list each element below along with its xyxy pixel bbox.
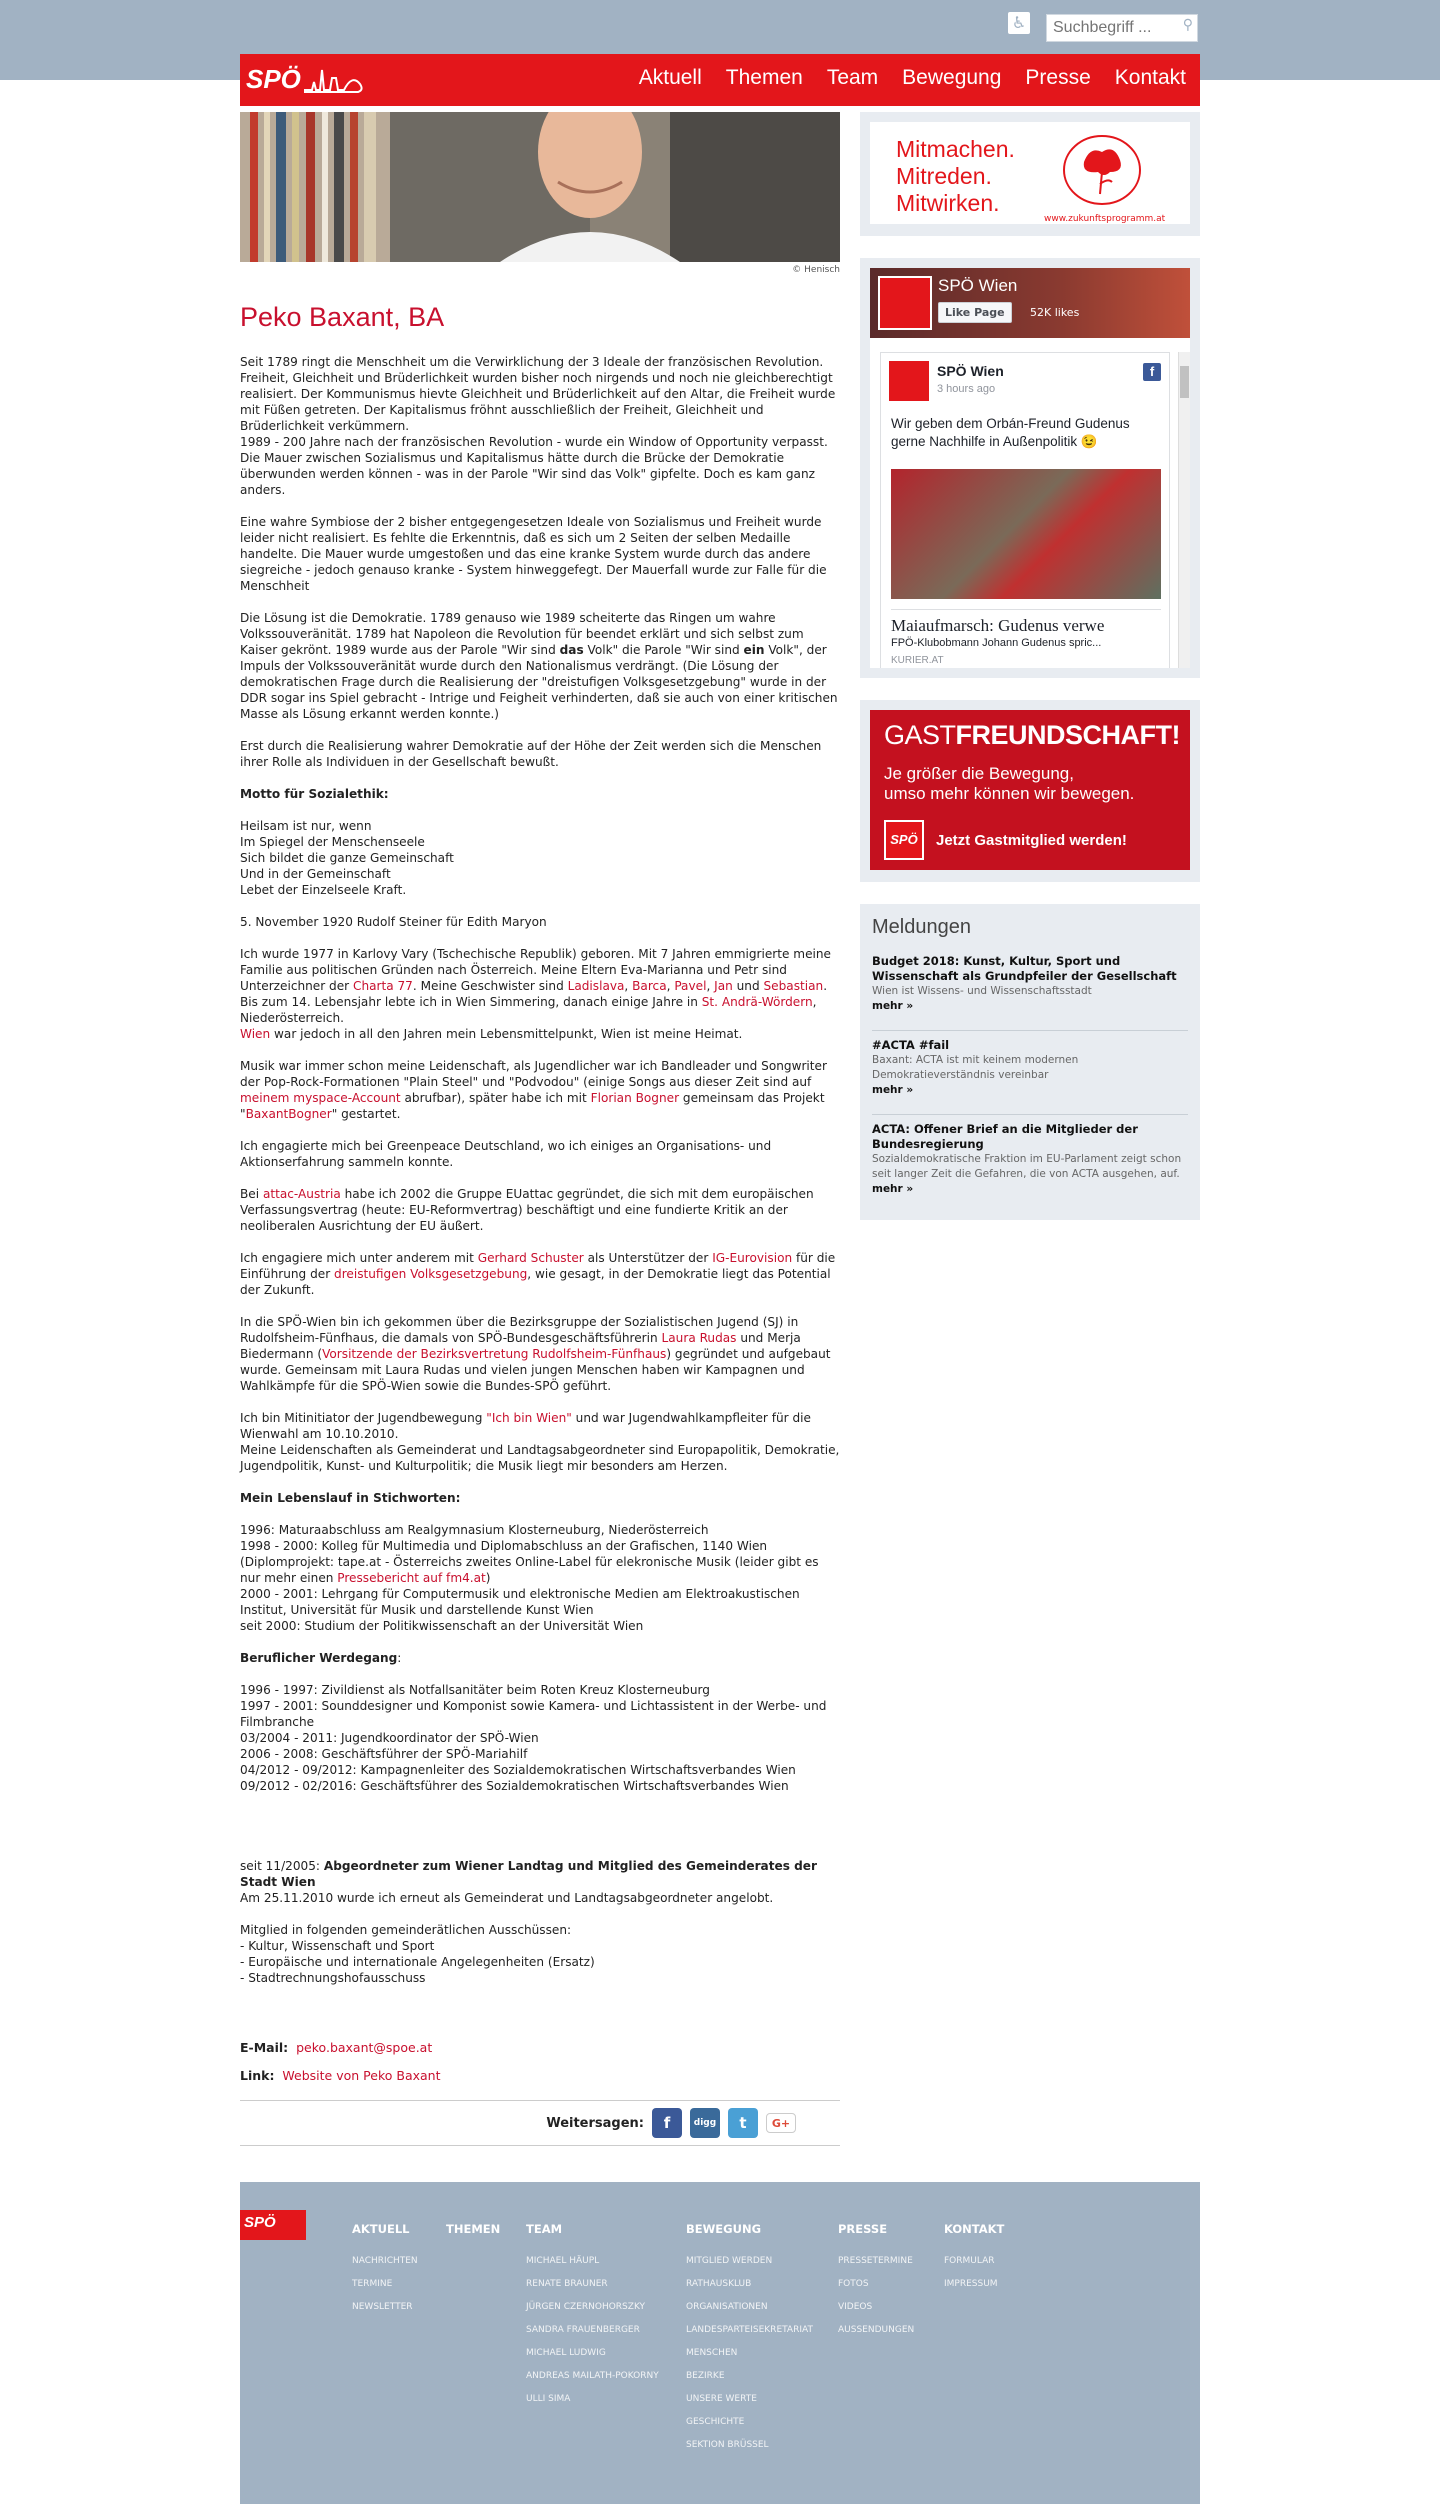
footer-link[interactable]: ORGANISATIONEN xyxy=(686,2302,768,2312)
mitmachen-url: www.zukunftsprogramm.at xyxy=(1044,214,1166,224)
footer-link[interactable]: ULLI SIMA xyxy=(526,2394,571,2404)
engagement-text: Ich engagiere mich unter anderem mit xyxy=(240,1251,478,1265)
facebook-page-avatar[interactable] xyxy=(878,276,932,330)
engagement-text: für die Einführung der xyxy=(240,1251,836,1281)
committees xyxy=(240,1922,840,1986)
initiative-text: und war Jugendwahlkampfleiter für die Wienwahl am 10.10.2010. xyxy=(240,1411,811,1441)
spo-logo[interactable] xyxy=(246,60,366,100)
news-headline[interactable]: #ACTA #fail xyxy=(872,1038,950,1052)
link-label: Link: xyxy=(240,2068,275,2083)
committees-heading: Mitglied in folgenden gemeinderätlichen Ausschüssen: xyxy=(240,1923,572,1937)
post-image[interactable] xyxy=(891,469,1161,599)
motto-line: Sich bildet die ganze Gemeinschaft xyxy=(240,851,454,865)
bio-text: , xyxy=(624,979,633,993)
email-link[interactable]: peko.baxant@spoe.at xyxy=(296,2040,433,2055)
gast-line: umso mehr können wir bewegen. xyxy=(884,784,1135,803)
meldungen-title: Meldungen xyxy=(872,916,971,938)
mitmachen-banner[interactable] xyxy=(870,122,1190,224)
skyline-logo-icon xyxy=(302,64,366,98)
footer-link[interactable]: IMPRESSUM xyxy=(944,2279,998,2289)
gast-subtitle xyxy=(884,764,1134,804)
initiative-text: Ich bin Mitinitiator der Jugendbewegung xyxy=(240,1411,487,1425)
bio-text: Ich wurde 1977 in Karlovy Vary (Tschechische Republik) geboren. Mit 7 Jahren emmigrierte meine Familie aus politischen Gründen nach Österreich. Meine Eltern Eva-Marianna und Petr sind Unterzeichner der xyxy=(240,947,831,993)
career-item: 09/2012 - 02/2016: Geschäftsführer des Sozialdemokratischen Wirtschaftsverbandes Wien xyxy=(240,1779,789,1793)
footer-heading[interactable]: THEMEN xyxy=(446,2222,501,2236)
news-more-link[interactable]: mehr » xyxy=(872,1183,914,1195)
footer-column-bewegung xyxy=(686,2222,813,2457)
gast-spo-badge: SPÖ xyxy=(884,820,924,860)
news-divider xyxy=(872,1030,1188,1031)
main-navigation xyxy=(240,54,1200,106)
link-ig-eurovision[interactable]: IG-Eurovision xyxy=(712,1251,793,1265)
spo-paragraph xyxy=(240,1314,840,1394)
mitmachen-line: Mitmachen. xyxy=(896,136,1015,162)
initiative-paragraph xyxy=(240,1410,840,1474)
news-item xyxy=(872,1122,1188,1197)
intro-paragraph xyxy=(240,354,840,498)
cv-item: ) xyxy=(485,1571,491,1585)
link-fm4[interactable]: Pressebericht auf fm4.at xyxy=(337,1571,486,1585)
footer-link[interactable]: SEKTION BRÜSSEL xyxy=(686,2440,769,2450)
bio-text: . Meine Geschwister sind xyxy=(412,979,568,993)
motto-heading: Motto für Sozialethik: xyxy=(240,787,389,801)
link-vorsitzende[interactable]: Vorsitzende der Bezirksvertretung Rudolfsheim-Fünfhaus xyxy=(322,1347,667,1361)
nav-item-kontakt[interactable]: Kontakt xyxy=(1114,66,1186,89)
gast-title-light: GAST xyxy=(884,720,956,750)
footer-link[interactable]: ANDREAS MAILATH-POKORNY xyxy=(526,2371,659,2381)
music-text: " gestartet. xyxy=(331,1107,401,1121)
realisation-paragraph: Erst durch die Realisierung wahrer Demokratie auf der Höhe der Zeit werden sich die Menschen ihrer Rolle als Individuen in der Gesellschaft bewußt. xyxy=(240,739,822,769)
news-headline[interactable]: ACTA: Offener Brief an die Mitglieder der Bundesregierung xyxy=(872,1122,1138,1151)
footer-link[interactable]: JÜRGEN CZERNOHORSZKY xyxy=(526,2302,646,2312)
footer-link[interactable]: PRESSETERMINE xyxy=(838,2256,913,2266)
cv-item: 1998 - 2000: Kolleg für Multimedia und Diplomabschluss an der Grafischen, 1140 Wien (Diplomprojekt: tape.at - Österreichs zweites Online-Label für elekronische Musik (leider gibt es nur mehr einen xyxy=(240,1539,819,1585)
spo-text: ) gegründet und aufgebaut wurde. Gemeinsam mit Laura Rudas und vielen jungen Menschen haben wir Kampagnen und Wahlkämpfe für die SPÖ-Wien sowie die Bundes-SPÖ geführt. xyxy=(240,1347,831,1393)
link-volksgesetzgebung[interactable]: dreistufigen Volksgesetzgebung xyxy=(334,1267,528,1281)
committee-item: - Kultur, Wissenschaft und Sport xyxy=(240,1939,435,1953)
footer-link[interactable]: UNSERE WERTE xyxy=(686,2394,757,2404)
career-item: 03/2004 - 2011: Jugendkoordinator der SPÖ-Wien xyxy=(240,1731,539,1745)
post-message: Wir geben dem Orbán-Freund Gudenus gerne Nachhilfe in Außenpolitik 😉 xyxy=(891,416,1130,449)
link-sebastian[interactable]: Sebastian xyxy=(763,979,824,993)
cv-item: 1996: Maturaabschluss am Realgymnasium Klosterneuburg, Niederösterreich xyxy=(240,1523,709,1537)
facebook-cover xyxy=(870,268,1190,338)
nav-item-bewegung[interactable]: Bewegung xyxy=(902,66,1002,89)
link-florian-bogner[interactable]: Florian Bogner xyxy=(590,1091,680,1105)
news-description: Baxant: ACTA ist mit keinem modernen Demokratieverständnis vereinbar xyxy=(872,1054,1079,1081)
spo-text: In die SPÖ-Wien bin ich gekommen über die Bezirksgruppe der Sozialistischen Jugend (SJ) in Rudolfsheim-Fünfhaus, die damals von SPÖ-Bundesgeschäftsführerin xyxy=(240,1315,799,1345)
link-ladislava[interactable]: Ladislava xyxy=(567,979,625,993)
gastfreundschaft-banner[interactable] xyxy=(870,710,1190,870)
cv-list xyxy=(240,1522,840,1634)
mandate-renewal: Am 25.11.2010 wurde ich erneut als Gemeinderat und Landtagsabgeordneter angelobt. xyxy=(240,1891,774,1905)
cv-heading: Mein Lebenslauf in Stichworten: xyxy=(240,1491,461,1505)
mandate-paragraph xyxy=(240,1858,840,1906)
facebook-page-name[interactable]: SPÖ Wien xyxy=(938,276,1018,295)
mitmachen-text xyxy=(896,136,1015,217)
news-more-link[interactable]: mehr » xyxy=(872,1084,914,1096)
democracy-text-1: Die Lösung ist die Demokratie. 1789 genauso wie 1989 scheiterte das Ringen um wahre Volkssouveränität. 1789 hat Napoleon die Revolution für beendet erklärt und sich selbst zum Kaiser gekrönt. 1989 wurde aus der Parole "Wir sind xyxy=(240,611,804,657)
post-link-title[interactable]: Maiaufmarsch: Gudenus verwe xyxy=(891,609,1161,636)
footer-heading[interactable]: AKTUELL xyxy=(352,2222,410,2236)
motto-poem xyxy=(240,818,840,898)
career-heading-colon: : xyxy=(397,1651,402,1665)
gast-title-bold: FREUNDSCHAFT! xyxy=(955,720,1180,750)
carnation-icon xyxy=(1060,132,1144,208)
photo-credit: © Henisch xyxy=(792,265,840,275)
footer-heading[interactable]: BEWEGUNG xyxy=(686,2222,762,2236)
footer-link[interactable]: RENATE BRAUNER xyxy=(526,2279,608,2289)
music-paragraph xyxy=(240,1058,840,1122)
democracy-emph-ein: ein xyxy=(743,643,765,657)
footer-link[interactable]: GESCHICHTE xyxy=(686,2417,745,2427)
portrait-photo xyxy=(240,112,840,262)
google-plus-share-icon[interactable]: G+ xyxy=(766,2113,796,2133)
music-text: abrufbar), später habe ich mit xyxy=(400,1091,591,1105)
engagement-text: , wie gesagt, in der Demokratie liegt das Potential der Zukunft. xyxy=(240,1267,831,1297)
career-heading xyxy=(240,1650,840,1666)
footer xyxy=(240,2182,1200,2504)
facebook-share-icon[interactable]: f xyxy=(652,2108,682,2138)
gast-cta: Jetzt Gastmitglied werden! xyxy=(936,832,1127,849)
bio-paragraph xyxy=(240,946,840,1042)
career-item: 1996 - 1997: Zivildienst als Notfallsanitäter beim Roten Kreuz Klosterneuburg xyxy=(240,1683,710,1697)
attac-paragraph xyxy=(240,1186,840,1234)
widget-scrollbar[interactable] xyxy=(1178,352,1190,668)
footer-column-team xyxy=(526,2222,659,2411)
initiative-text: Meine Leidenschaften als Gemeinderat und Landtagsabgeordneter sind Europapolitik, Demokratie, Jugendpolitik, Kunst- und Kulturpolitik; die Musik liegt mir besonders am Herzen. xyxy=(240,1443,840,1473)
nav-item-presse[interactable]: Presse xyxy=(1025,66,1091,89)
digg-share-icon[interactable]: digg xyxy=(690,2108,720,2138)
career-item: 04/2012 - 09/2012: Kampagnenleiter des Sozialdemokratischen Wirtschaftsverbandes Wien xyxy=(240,1763,796,1777)
mitmachen-line: Mitwirken. xyxy=(896,190,1000,216)
page-title: Peko Baxant, BA xyxy=(240,302,445,332)
music-text: Musik war immer schon meine Leidenschaft, als Jugendlicher war ich Bandleader und Songwriter der Pop-Rock-Formationen "Plain Steel" und "Podvodou" (einige Songs aus dieser Zeit sind auf xyxy=(240,1059,827,1089)
career-list xyxy=(240,1682,840,1794)
footer-link[interactable]: NEWSLETTER xyxy=(352,2302,413,2312)
bio-text: und xyxy=(732,979,764,993)
footer-column-aktuell xyxy=(352,2222,418,2319)
bio-text: . Bis zum 14. Lebensjahr lebte ich in Wien Simmering, danach einige Jahre in xyxy=(240,979,828,1009)
search-icon[interactable]: ⚲ xyxy=(1182,17,1193,33)
footer-link[interactable]: MICHAEL HÄUPL xyxy=(526,2256,600,2266)
facebook-like-count: 52K likes xyxy=(1030,306,1080,319)
link-baxantbogner[interactable]: BaxantBogner xyxy=(245,1107,332,1121)
footer-link[interactable]: FORMULAR xyxy=(944,2256,995,2266)
news-headline[interactable]: Budget 2018: Kunst, Kultur, Sport und Wissenschaft als Grundpfeiler der Gesellschaft xyxy=(872,954,1177,983)
footer-link[interactable]: NACHRICHTEN xyxy=(352,2256,418,2266)
intro-text-2: 1989 - 200 Jahre nach der französischen Revolution - wurde ein Window of Opportunity verpasst. Die Mauer zwischen Sozialismus und Kapitalismus hätte durch die Brücke der Demokratie überwunden werden können - was in der Parole "Wir sind das Volk" gipfelte. Doch es kam ganz anders. xyxy=(240,435,828,497)
gastfreundschaft-box xyxy=(860,700,1200,882)
bio-text: , xyxy=(666,979,675,993)
link-wien[interactable]: Wien xyxy=(240,1027,271,1041)
footer-link[interactable]: TERMINE xyxy=(352,2279,393,2289)
website-line xyxy=(240,2068,840,2084)
footer-link[interactable]: VIDEOS xyxy=(838,2302,873,2312)
footer-link[interactable]: BEZIRKE xyxy=(686,2371,725,2381)
music-text: gemeinsam das Projekt " xyxy=(240,1091,825,1121)
footer-link[interactable]: FOTOS xyxy=(838,2279,869,2289)
motto-line: Lebet der Einzelseele Kraft. xyxy=(240,883,407,897)
post-author[interactable]: SPÖ Wien xyxy=(937,363,1004,379)
career-item: 2006 - 2008: Geschäftsführer der SPÖ-Mariahilf xyxy=(240,1747,528,1761)
democracy-emph-das: das xyxy=(559,643,584,657)
link-jan[interactable]: Jan xyxy=(714,979,733,993)
portrait-image xyxy=(240,112,840,262)
mitmachen-box xyxy=(860,112,1200,236)
bio-text: war jedoch in all den Jahren mein Lebensmittelpunkt, Wien ist meine Heimat. xyxy=(270,1027,743,1041)
mandate-since: seit 11/2005: xyxy=(240,1859,324,1873)
accessibility-icon[interactable]: ♿ xyxy=(1008,12,1030,34)
footer-logo[interactable]: SPÖ xyxy=(240,2210,306,2240)
mitmachen-line: Mitreden. xyxy=(896,163,992,189)
motto-line: Im Spiegel der Menschenseele xyxy=(240,835,425,849)
post-time[interactable]: 3 hours ago xyxy=(937,383,996,395)
link-attac[interactable]: attac-Austria xyxy=(262,1187,341,1201)
footer-link[interactable]: SANDRA FRAUENBERGER xyxy=(526,2325,640,2335)
greenpeace-paragraph: Ich engagierte mich bei Greenpeace Deutschland, wo ich einiges an Organisations- und Aktionserfahrung sammeln konnte. xyxy=(240,1139,772,1169)
mandate-title: Abgeordneter zum Wiener Landtag und Mitglied des Gemeinderates der Stadt Wien xyxy=(240,1859,817,1889)
link-laura-rudas[interactable]: Laura Rudas xyxy=(661,1331,737,1345)
motto-line: Heilsam ist nur, wenn xyxy=(240,819,372,833)
democracy-text-3: Volk", der Impuls der Volkssouveränität wurde durch den Nationalismus verdrängt. (Die Lösung der demokratischen Frage durch die Realisierung der "dreistufigen Volksgesetzgebung" wurde in der DDR sogar ins Spiel gebracht - Intrige und Feigheit verhinderten, daß sie auch von einer kritischen Masse als Lösung erkannt werden konnte.) xyxy=(240,643,838,721)
news-description: Wien ist Wissens- und Wissenschaftsstadt xyxy=(872,985,1092,997)
email-line xyxy=(240,2040,840,2056)
facebook-widget-box xyxy=(860,258,1200,678)
footer-heading[interactable]: KONTAKT xyxy=(944,2222,1005,2236)
bio-text: , xyxy=(706,979,715,993)
footer-column-themen xyxy=(446,2222,500,2250)
committee-item: - Europäische und internationale Angelegenheiten (Ersatz) xyxy=(240,1955,595,1969)
footer-column-kontakt xyxy=(944,2222,1004,2296)
footer-link[interactable]: MICHAEL LUDWIG xyxy=(526,2348,606,2358)
attac-text: habe ich 2002 die Gruppe EUattac gegründet, die sich mit dem europäischen Verfassungsvertrag (heute: EU-Reformvertrag) beschäftigt und eine fundierte Kritik an der neoliberalen Ausrichtung der EU äußert. xyxy=(240,1187,814,1233)
spo-text: und Merja Biedermann ( xyxy=(240,1331,801,1361)
website-link[interactable]: Website von Peko Baxant xyxy=(282,2068,441,2083)
motto-source: 5. November 1920 Rudolf Steiner für Edith Maryon xyxy=(240,915,547,929)
democracy-paragraph xyxy=(240,610,840,722)
search-input[interactable] xyxy=(1047,15,1167,41)
cv-item: seit 2000: Studium der Politikwissenschaft an der Universität Wien xyxy=(240,1619,644,1633)
facebook-icon[interactable]: f xyxy=(1143,363,1161,381)
nav-item-team[interactable]: Team xyxy=(826,66,879,89)
footer-column-presse xyxy=(838,2222,914,2342)
search-box xyxy=(1046,14,1198,42)
footer-link[interactable]: RATHAUSKLUB xyxy=(686,2279,752,2289)
facebook-page-plugin xyxy=(870,268,1190,668)
gast-title xyxy=(884,720,1180,751)
engagement-paragraph xyxy=(240,1250,840,1298)
news-description: Sozialdemokratische Fraktion im EU-Parlament zeigt schon seit langer Zeit die Gefahren, die von ACTA ausgehen, auf. xyxy=(872,1153,1182,1180)
share-bar xyxy=(240,2100,840,2146)
news-more-link[interactable]: mehr » xyxy=(872,1000,914,1012)
attac-text: Bei xyxy=(240,1187,263,1201)
bio-text: , Niederösterreich. xyxy=(240,995,817,1025)
news-divider xyxy=(872,1114,1188,1115)
link-charta-77[interactable]: Charta 77 xyxy=(353,979,413,993)
democracy-text-2: Volk" die Parole "Wir sind xyxy=(583,643,744,657)
nav-menu xyxy=(639,66,1186,90)
news-item xyxy=(872,954,1188,1014)
scrollbar-thumb[interactable] xyxy=(1180,366,1189,398)
post-link-description: FPÖ-Klubobmann Johann Gudenus spric... xyxy=(891,637,1102,649)
share-label: Weitersagen: xyxy=(546,2116,644,2131)
email-label: E-Mail: xyxy=(240,2040,289,2055)
career-heading-text: Beruflicher Werdegang xyxy=(240,1651,398,1665)
motto-line: Und in der Gemeinschaft xyxy=(240,867,391,881)
link-gerhard-schuster[interactable]: Gerhard Schuster xyxy=(477,1251,584,1265)
link-pavel[interactable]: Pavel xyxy=(674,979,707,993)
nav-item-themen[interactable]: Themen xyxy=(725,66,803,89)
link-barca[interactable]: Barca xyxy=(632,979,667,993)
cv-item: 2000 - 2001: Lehrgang für Computermusik und elektronische Medien am Elektroakustischen Institut, Universität für Musik und darstellende Kunst Wien xyxy=(240,1587,800,1617)
footer-heading[interactable]: TEAM xyxy=(526,2222,563,2236)
facebook-post xyxy=(880,352,1170,668)
footer-link[interactable]: LANDESPARTEISEKRETARIAT xyxy=(686,2325,813,2335)
main-content xyxy=(240,300,840,2146)
engagement-text: als Unterstützer der xyxy=(583,1251,713,1265)
link-ich-bin-wien[interactable]: "Ich bin Wien" xyxy=(486,1411,572,1425)
intro-text-1: Seit 1789 ringt die Menschheit um die Verwirklichung der 3 Ideale der französischen Revolution. Freiheit, Gleichheit und Brüderlichkeit wurden bisher noch nirgends und noch nie gleichberechtigt realisiert. Der Kommunismus hievte Gleichheit und Brüderlichkeit auf den Altar, die Freiheit wurde mit Füßen getreten. Der Kapitalismus fröhnt ausschließlich der Freiheit, Gleichheit und Brüderlichkeit verkümmern. xyxy=(240,355,836,433)
committee-item: - Stadtrechnungshofausschuss xyxy=(240,1971,426,1985)
career-item: 1997 - 2001: Sounddesigner und Komponist sowie Kamera- und Lichtassistent in der Werbe- und Filmbranche xyxy=(240,1699,827,1729)
facebook-like-button[interactable]: Like Page xyxy=(938,302,1012,323)
meldungen-box xyxy=(860,904,1200,1220)
twitter-share-icon[interactable]: t xyxy=(728,2108,758,2138)
footer-link[interactable]: MITGLIED WERDEN xyxy=(686,2256,773,2266)
footer-heading[interactable]: PRESSE xyxy=(838,2222,888,2236)
nav-item-aktuell[interactable]: Aktuell xyxy=(638,66,702,89)
link-st-andrae[interactable]: St. Andrä-Wördern xyxy=(701,995,813,1009)
footer-link[interactable]: MENSCHEN xyxy=(686,2348,738,2358)
symbiosis-paragraph: Eine wahre Symbiose der 2 bisher entgegengesetzen Ideale von Sozialismus und Freiheit wurde leider nicht realisiert. Es fehlte die Erkenntnis, daß es sich um 2 Seiten der selben Medaille handelte. Die Mauer wurde umgestoßen und das eine kranke System wurde durch das andere siegreiche - jedoch genauso kranke - System hinweggefegt. Der Mauerfall wurde zur Falle für die Menschheit xyxy=(240,515,827,593)
post-avatar[interactable] xyxy=(889,361,929,401)
post-link-source: KURIER.AT xyxy=(891,655,944,666)
link-myspace[interactable]: meinem myspace-Account xyxy=(240,1091,401,1105)
news-item xyxy=(872,1038,1188,1098)
gast-line: Je größer die Bewegung, xyxy=(884,764,1074,783)
footer-link[interactable]: AUSSENDUNGEN xyxy=(838,2325,915,2335)
logo-text: SPÖ xyxy=(246,64,301,94)
